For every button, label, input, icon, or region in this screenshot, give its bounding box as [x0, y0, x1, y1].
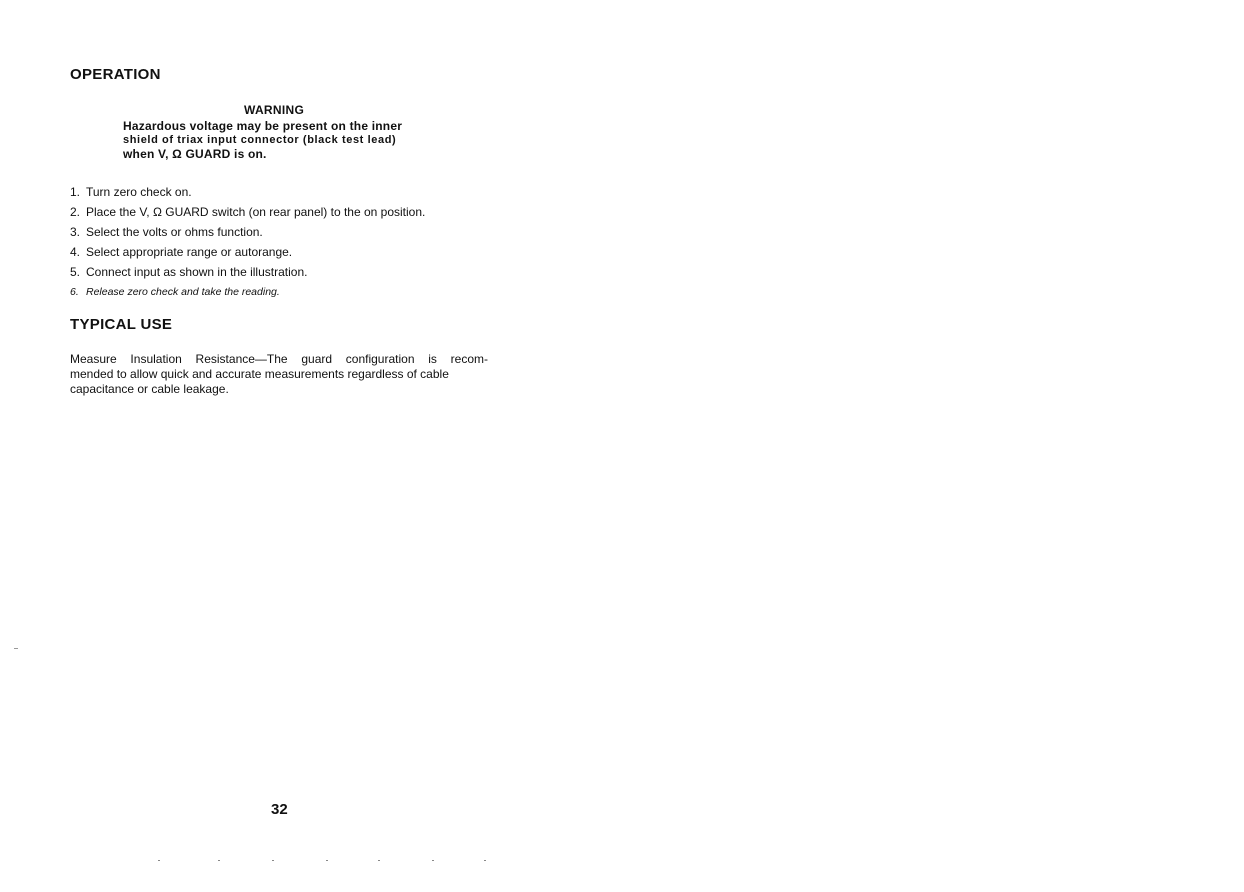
step-text: Select appropriate range or autorange.: [86, 245, 293, 259]
scan-speck: [218, 860, 220, 861]
step-number: 6.: [70, 286, 79, 298]
list-item: [70, 262, 425, 282]
scan-speck: [378, 860, 380, 861]
scan-speck: [14, 648, 18, 649]
step-text: Turn zero check on.: [86, 185, 192, 199]
step-number: 2.: [70, 205, 81, 219]
step-number: 4.: [70, 245, 81, 259]
list-item: [70, 202, 425, 222]
typical-use-heading: TYPICAL USE: [70, 316, 173, 333]
list-item: [70, 242, 425, 262]
operation-steps-list: [70, 182, 425, 302]
step-text: Place the V, Ω GUARD switch (on rear panel) to the on position.: [86, 205, 426, 219]
page-number: 32: [271, 801, 288, 818]
step-number: 5.: [70, 265, 81, 279]
warning-text: [123, 119, 463, 161]
operation-heading: OPERATION: [70, 66, 161, 83]
step-text: Connect input as shown in the illustration.: [86, 265, 308, 279]
warning-title: WARNING: [244, 103, 305, 117]
scan-speck: [432, 860, 434, 861]
warning-line: shield of triax input connector (black test lead): [123, 134, 397, 146]
warning-line: when V, Ω GUARD is on.: [123, 147, 267, 161]
scan-speck: [326, 860, 328, 861]
typical-use-paragraph: [70, 352, 490, 397]
step-text: Release zero check and take the reading.: [86, 286, 280, 298]
step-text: Select the volts or ohms function.: [86, 225, 263, 239]
scan-speck: [158, 860, 160, 861]
list-item: [70, 222, 425, 242]
list-item: [70, 182, 425, 202]
step-number: 1.: [70, 185, 81, 199]
paragraph-line: capacitance or cable leakage.: [70, 382, 229, 396]
scan-speck: [272, 860, 274, 861]
scan-speck: [484, 860, 486, 861]
paragraph-line: mended to allow quick and accurate measurements regardless of cable: [70, 367, 449, 381]
step-number: 3.: [70, 225, 81, 239]
list-item: [70, 282, 425, 302]
warning-line: Hazardous voltage may be present on the inner: [123, 119, 403, 133]
paragraph-line: Measure Insulation Resistance—The guard configuration is recom-: [70, 352, 488, 366]
